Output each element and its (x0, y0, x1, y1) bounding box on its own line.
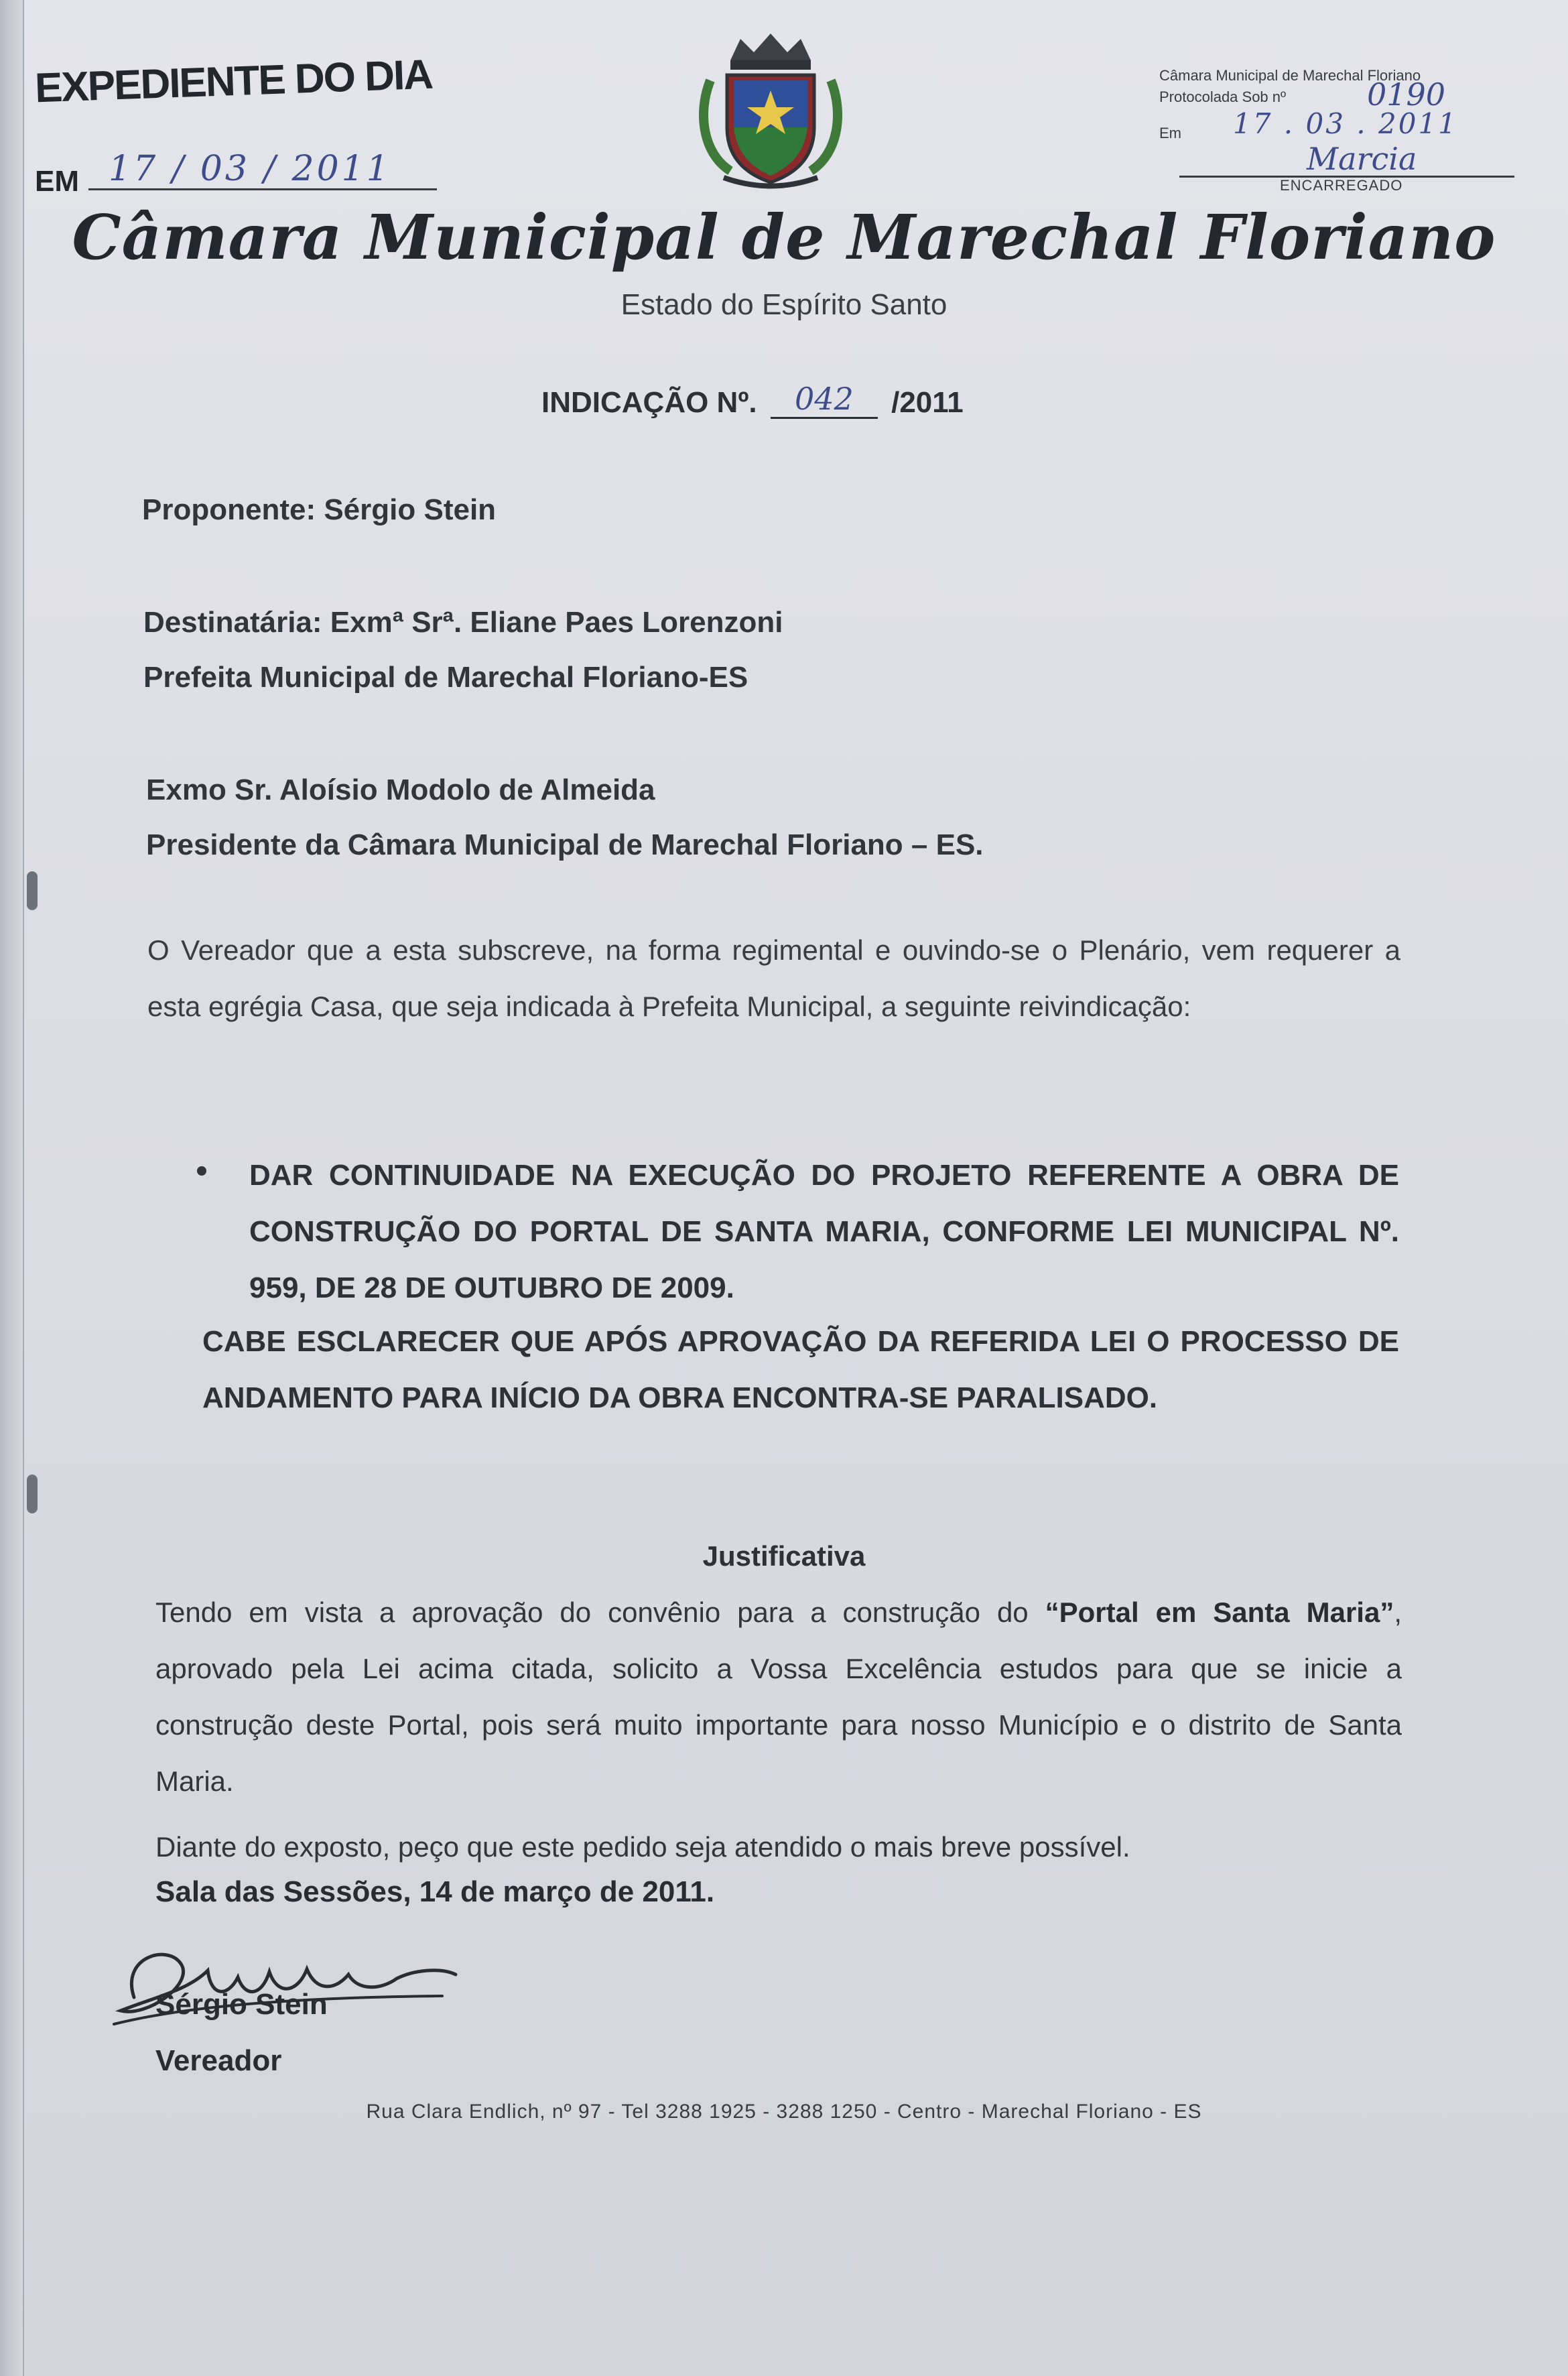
protocol-stamp (1159, 60, 1534, 208)
indicacao-number: 042 (794, 381, 854, 417)
organization-state: Estado do Espírito Santo (620, 288, 948, 321)
protocol-role: ENCARREGADO (1280, 177, 1403, 194)
protocol-handwritten-signature: Marcia (1307, 141, 1417, 177)
recipient-line-2: Prefeita Municipal de Marechal Floriano-ES (143, 661, 748, 694)
protocol-line-2: Protocolada Sob nº (1159, 88, 1287, 105)
signer-role: Vereador (155, 2044, 282, 2077)
expediente-stamp (21, 51, 450, 205)
protocol-em-label: Em (1159, 125, 1181, 141)
proponent: Proponente: Sérgio Stein (142, 493, 497, 526)
president-line-2: Presidente da Câmara Municipal de Marechal Floriano – ES. (146, 828, 984, 861)
protocol-number: 0190 (1367, 76, 1446, 113)
footer-address: Rua Clara Endlich, nº 97 - Tel 3288 1925 - 3288 1250 - Centro - Marechal Floriano - ES (366, 2101, 1202, 2123)
expediente-handwritten-date: 17 / 03 / 2011 (109, 149, 391, 189)
indicacao-line (541, 383, 964, 422)
president-line-1: Exmo Sr. Aloísio Modolo de Almeida (146, 773, 655, 806)
request-note-text: CABE ESCLARECER QUE APÓS APROVAÇÃO DA REFERIDA LEI O PROCESSO DE ANDAMENTO PARA INÍCIO DA OBRA ENCONTRA-SE PARALISADO. (202, 1325, 1399, 1414)
justification-body-end: , aprovado pela Lei acima citada, solicito a Vossa Excelência estudos para que se inicie a construção deste Portal, pois será muito importante para nosso Município e o distrito de Santa Maria. (155, 1597, 1402, 1797)
justification-body-bold: “Portal em Santa Maria” (1045, 1597, 1394, 1628)
expediente-title: EXPEDIENTE DO DIA (34, 51, 434, 112)
coat-of-arms-icon (683, 27, 858, 194)
signer-name: Sérgio Stein (155, 1988, 328, 2021)
request-bullet-text: DAR CONTINUIDADE NA EXECUÇÃO DO PROJETO REFERENTE A OBRA DE CONSTRUÇÃO DO PORTAL DE SANTA MARIA, CONFORME LEI MUNICIPAL Nº. 959, DE 28 DE OUTUBRO DE 2009. (249, 1159, 1399, 1304)
protocol-handwritten-date: 17 . 03 . 2011 (1233, 107, 1458, 140)
organization-name: Câmara Municipal de Marechal Floriano (72, 201, 1496, 273)
justification-title: Justificativa (702, 1540, 866, 1572)
page-binding-edge (0, 0, 24, 2376)
justification-body-start: Tendo em vista a aprovação do convênio para a construção do (155, 1597, 1045, 1628)
session-date-line: Sala das Sessões, 14 de março de 2011. (155, 1875, 715, 1908)
recipient-line-1: Destinatária: Exmª Srª. Eliane Paes Lorenzoni (143, 606, 783, 639)
indicacao-number-field (771, 381, 878, 419)
closing-sentence: Diante do exposto, peço que este pedido seja atendido o mais breve possível. (155, 1831, 1130, 1863)
bullet-icon (197, 1166, 206, 1176)
intro-paragraph: O Vereador que a esta subscreve, na forma regimental e ouvindo-se o Plenário, vem requerer a esta egrégia Casa, que seja indicada à Prefeita Municipal, a seguinte reivindicação: (147, 934, 1400, 1022)
expediente-em-label: EM (35, 165, 79, 198)
punch-hole (27, 871, 38, 910)
punch-hole (27, 1475, 38, 1513)
indicacao-year: /2011 (891, 386, 964, 419)
indicacao-prefix: INDICAÇÃO Nº. (541, 386, 757, 419)
protocol-line-1: Câmara Municipal de Marechal Floriano (1159, 67, 1421, 84)
justification-body (155, 1584, 1402, 1810)
